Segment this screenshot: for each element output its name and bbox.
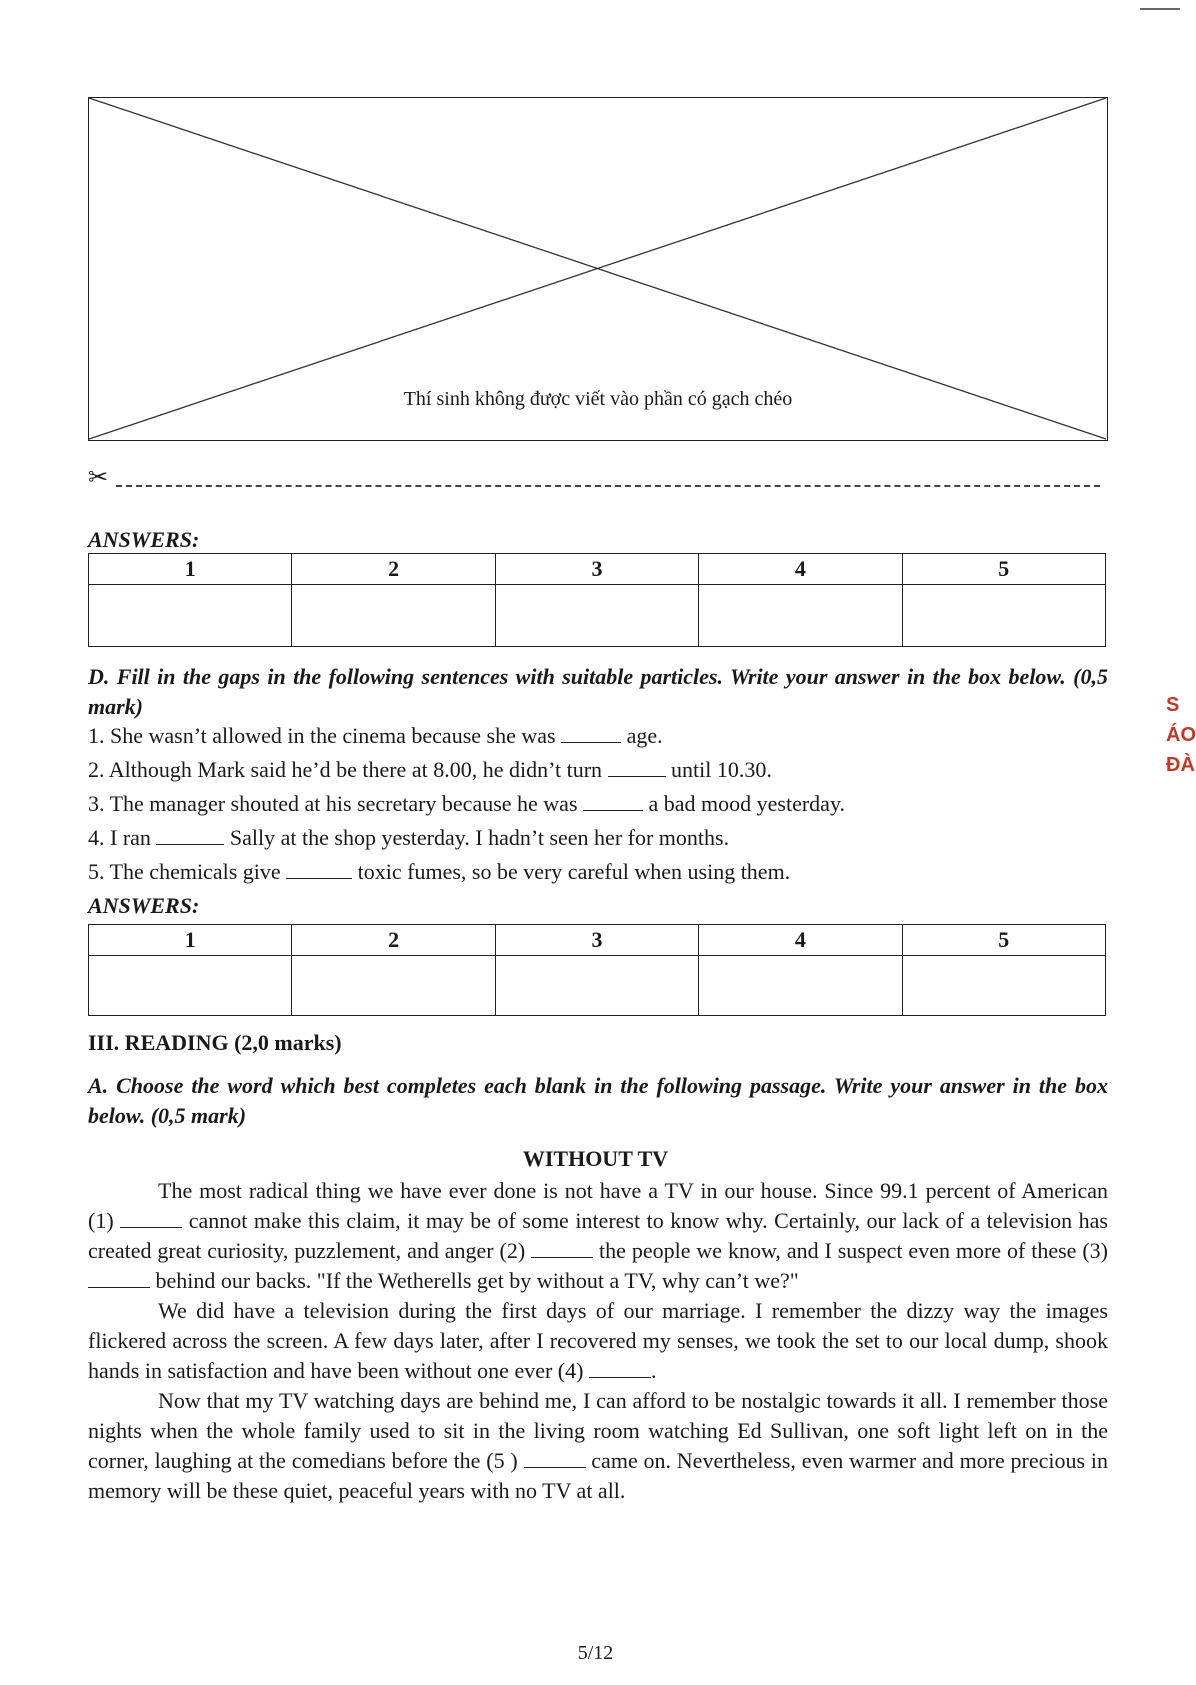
crossed-out-box bbox=[88, 97, 1108, 441]
side-stamp bbox=[1166, 690, 1196, 780]
answer-cell-4[interactable] bbox=[699, 585, 902, 647]
passage-blank-2[interactable] bbox=[531, 1239, 593, 1258]
reading-section-title: III. READING (2,0 marks) bbox=[88, 1030, 342, 1055]
corner-mark bbox=[1140, 8, 1180, 10]
side-stamp-line-3: ĐÀ bbox=[1166, 754, 1195, 776]
sentence-3-after: a bad mood yesterday. bbox=[648, 791, 846, 816]
part-d-sentence-4 bbox=[88, 824, 729, 852]
sentence-5-blank[interactable] bbox=[286, 860, 352, 879]
answer-cell-5[interactable] bbox=[902, 956, 1105, 1016]
passage-paragraph-2 bbox=[88, 1296, 1108, 1386]
sentence-1-before: 1. She wasn’t allowed in the cinema because she was bbox=[88, 723, 556, 748]
crossed-box-note: Thí sinh không được viết vào phần có gạch chéo bbox=[403, 388, 793, 410]
side-stamp-line-2: ÁO bbox=[1166, 724, 1196, 746]
passage-blank-1[interactable] bbox=[120, 1209, 182, 1228]
scissors-icon: ✂ bbox=[88, 465, 109, 491]
answers-table-1-header-3: 3 bbox=[495, 554, 698, 585]
cut-line bbox=[88, 465, 1100, 496]
answer-cell-2[interactable] bbox=[292, 585, 495, 647]
paragraph-1-text-4: behind our backs. "If the Wetherells get by without a TV, why can’t we?" bbox=[155, 1268, 799, 1293]
sentence-4-blank[interactable] bbox=[156, 826, 224, 845]
sentence-5-before: 5. The chemicals give bbox=[88, 859, 281, 884]
sentence-3-before: 3. The manager shouted at his secretary because he was bbox=[88, 791, 578, 816]
sentence-1-after: age. bbox=[626, 723, 663, 748]
answers-table-2-header-4: 4 bbox=[699, 925, 902, 956]
sentence-5-after: toxic fumes, so be very careful when using them. bbox=[357, 859, 791, 884]
part-d-sentence-1 bbox=[88, 722, 663, 750]
answers-table-1-header-1: 1 bbox=[89, 554, 292, 585]
answers-table-2-header-1: 1 bbox=[89, 925, 292, 956]
answer-cell-4[interactable] bbox=[699, 956, 902, 1016]
sentence-2-blank[interactable] bbox=[608, 758, 666, 777]
paragraph-1-text-1: The most radical thing we have ever done is not have a TV in our house. Since 99.1 percent of American (1) bbox=[88, 1178, 1108, 1233]
passage-title: WITHOUT TV bbox=[522, 1146, 669, 1171]
answers-table-2-header-5: 5 bbox=[902, 925, 1105, 956]
answers-table-1-header-5: 5 bbox=[902, 554, 1105, 585]
passage-blank-3[interactable] bbox=[88, 1269, 150, 1288]
paragraph-1-text-2: cannot make this claim, it may be of some interest to know why. Certainly, our lack of a television has created great curiosity, puzzlement, and anger (2) bbox=[88, 1208, 1108, 1263]
answers-label-1: ANSWERS: bbox=[88, 527, 200, 552]
answer-cell-1[interactable] bbox=[89, 585, 292, 647]
part-d-sentence-3 bbox=[88, 790, 845, 818]
dashed-rule bbox=[116, 485, 1100, 487]
page-number: 5/12 bbox=[577, 1642, 614, 1664]
paragraph-2-text-1: We did have a television during the first days of our marriage. I remember the dizzy way the images flickered across the screen. A few days later, after I recovered my senses, we took the set to our local dump, shook hands in satisfaction and have been without one ever (4) bbox=[88, 1298, 1108, 1383]
sentence-2-after: until 10.30. bbox=[671, 757, 772, 782]
answers-label-2: ANSWERS: bbox=[88, 893, 200, 918]
passage-paragraph-3 bbox=[88, 1386, 1108, 1506]
sentence-2-before: 2. Although Mark said he’d be there at 8.00, he didn’t turn bbox=[88, 757, 603, 782]
answers-table-1 bbox=[88, 553, 1106, 647]
answers-table-1-header-row bbox=[89, 554, 1106, 585]
answer-cell-3[interactable] bbox=[495, 956, 698, 1016]
sentence-4-after: Sally at the shop yesterday. I hadn’t seen her for months. bbox=[229, 825, 730, 850]
part-d-instruction: D. Fill in the gaps in the following sentences with suitable particles. Write your answer in the box below. (0,5 mark) bbox=[88, 664, 1108, 719]
answers-table-1-header-4: 4 bbox=[699, 554, 902, 585]
sentence-1-blank[interactable] bbox=[561, 724, 621, 743]
paragraph-1-text-3: the people we know, and I suspect even more of these (3) bbox=[599, 1238, 1108, 1263]
passage-blank-4[interactable] bbox=[589, 1359, 651, 1378]
answer-cell-5[interactable] bbox=[902, 585, 1105, 647]
answer-cell-1[interactable] bbox=[89, 956, 292, 1016]
part-d-sentence-2 bbox=[88, 756, 772, 784]
passage-blank-5[interactable] bbox=[524, 1449, 586, 1468]
passage-body bbox=[88, 1176, 1108, 1506]
reading-part-a-instruction: A. Choose the word which best completes each blank in the following passage. Write your answer in the box below. (0,5 mark) bbox=[88, 1073, 1108, 1128]
answer-cell-2[interactable] bbox=[292, 956, 495, 1016]
sentence-3-blank[interactable] bbox=[583, 792, 643, 811]
part-d-sentence-5 bbox=[88, 858, 790, 886]
answers-table-1-answer-row bbox=[89, 585, 1106, 647]
passage-paragraph-1 bbox=[88, 1176, 1108, 1296]
answers-table-2 bbox=[88, 924, 1106, 1016]
answers-table-2-header-row bbox=[89, 925, 1106, 956]
sentence-4-before: 4. I ran bbox=[88, 825, 151, 850]
answers-table-2-answer-row bbox=[89, 956, 1106, 1016]
answers-table-1-header-2: 2 bbox=[292, 554, 495, 585]
paragraph-2-text-2: . bbox=[650, 1358, 657, 1383]
answers-table-2-header-2: 2 bbox=[292, 925, 495, 956]
answers-table-2-header-3: 3 bbox=[495, 925, 698, 956]
paragraph-3-text-2: came on. Nevertheless, even warmer and more precious in memory will be these quiet, peaceful years with no TV at all. bbox=[88, 1448, 1108, 1503]
paragraph-3-text-1: Now that my TV watching days are behind me, I can afford to be nostalgic towards it all. I remember those nights when the whole family used to sit in the living room watching Ed Sullivan, one soft light left on in the corner, laughing at the comedians before the (5 ) bbox=[88, 1388, 1108, 1473]
answer-cell-3[interactable] bbox=[495, 585, 698, 647]
side-stamp-line-1: S bbox=[1166, 694, 1180, 716]
